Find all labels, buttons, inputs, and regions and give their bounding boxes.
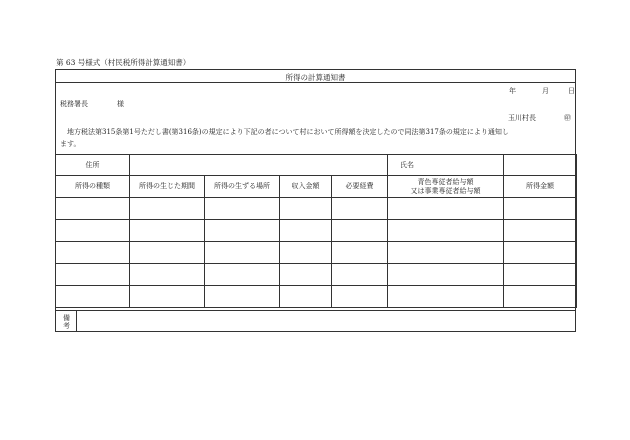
date-month-label: 月	[542, 87, 549, 95]
address-label: 住所	[56, 155, 130, 176]
table-cell[interactable]	[56, 220, 130, 242]
body-text-line-1: 地方税法第315条第1号ただし書(第316条)の規定により下記の者について村において所得額を決定したので同法第317条の規定により通知し	[67, 128, 509, 136]
table-row	[56, 198, 577, 220]
income-table	[55, 154, 577, 308]
col-header-family-salary	[388, 176, 504, 198]
table-cell[interactable]	[388, 242, 504, 264]
name-label-cell	[388, 155, 504, 176]
table-cell[interactable]	[388, 286, 504, 308]
date-year-label: 年	[509, 87, 516, 95]
seal-mark: ㊞	[564, 114, 571, 122]
table-cell[interactable]	[280, 198, 332, 220]
table-row	[56, 220, 577, 242]
table-cell[interactable]	[332, 220, 388, 242]
header-row	[56, 176, 577, 198]
remarks-label-cell	[56, 311, 77, 332]
col-header-expenses: 必要経費	[332, 176, 388, 198]
address-value-field[interactable]	[130, 155, 388, 176]
table-cell[interactable]	[56, 264, 130, 286]
table-cell[interactable]	[56, 198, 130, 220]
title-row	[56, 70, 575, 83]
col-header-period: 所得の生じた期間	[130, 176, 205, 198]
col-header-income-amount: 所得金額	[504, 176, 577, 198]
table-cell[interactable]	[130, 286, 205, 308]
table-cell[interactable]	[504, 264, 577, 286]
table-cell[interactable]	[280, 286, 332, 308]
addressee-label: 税務署長	[60, 100, 88, 108]
col-header-revenue: 収入金額	[280, 176, 332, 198]
table-cell[interactable]	[205, 242, 280, 264]
body-text-line-2: ます。	[60, 140, 81, 148]
table-row	[56, 242, 577, 264]
col-header-family-salary-line-1: 青色専従者給与額	[417, 177, 474, 186]
table-cell[interactable]	[504, 242, 577, 264]
remarks-label: 備考	[63, 314, 70, 330]
col-header-place: 所得の生ずる場所	[205, 176, 280, 198]
form-number: 第 63 号様式（村民税所得計算通知書）	[56, 58, 191, 67]
table-row	[56, 264, 577, 286]
honorific-label: 様	[117, 100, 124, 108]
table-cell[interactable]	[130, 198, 205, 220]
table-cell[interactable]	[280, 264, 332, 286]
table-cell[interactable]	[130, 220, 205, 242]
date-day-label: 日	[568, 87, 575, 95]
table-row	[56, 286, 577, 308]
table-cell[interactable]	[504, 198, 577, 220]
table-cell[interactable]	[130, 242, 205, 264]
name-value-field[interactable]	[504, 155, 577, 176]
table-cell[interactable]	[504, 286, 577, 308]
table-cell[interactable]	[130, 264, 205, 286]
table-cell[interactable]	[332, 198, 388, 220]
name-label: 氏名	[400, 161, 414, 169]
col-header-income-type: 所得の種類	[56, 176, 130, 198]
table-cell[interactable]	[56, 286, 130, 308]
address-row	[56, 155, 577, 176]
table-cell[interactable]	[205, 286, 280, 308]
remarks-row	[56, 310, 575, 332]
table-cell[interactable]	[388, 220, 504, 242]
table-cell[interactable]	[332, 286, 388, 308]
table-cell[interactable]	[332, 264, 388, 286]
table-cell[interactable]	[504, 220, 577, 242]
table-cell[interactable]	[56, 242, 130, 264]
table-cell[interactable]	[205, 198, 280, 220]
sender-label: 玉川村長	[508, 114, 536, 122]
table-cell[interactable]	[388, 264, 504, 286]
form-title: 所得の計算通知書	[285, 73, 346, 82]
table-cell[interactable]	[388, 198, 504, 220]
table-cell[interactable]	[205, 220, 280, 242]
table-cell[interactable]	[280, 242, 332, 264]
table-cell[interactable]	[280, 220, 332, 242]
col-header-family-salary-line-2: 又は事業専従者給与額	[410, 186, 481, 195]
table-cell[interactable]	[332, 242, 388, 264]
remarks-field[interactable]	[77, 311, 575, 332]
table-cell[interactable]	[205, 264, 280, 286]
notice-form-frame	[55, 69, 576, 332]
